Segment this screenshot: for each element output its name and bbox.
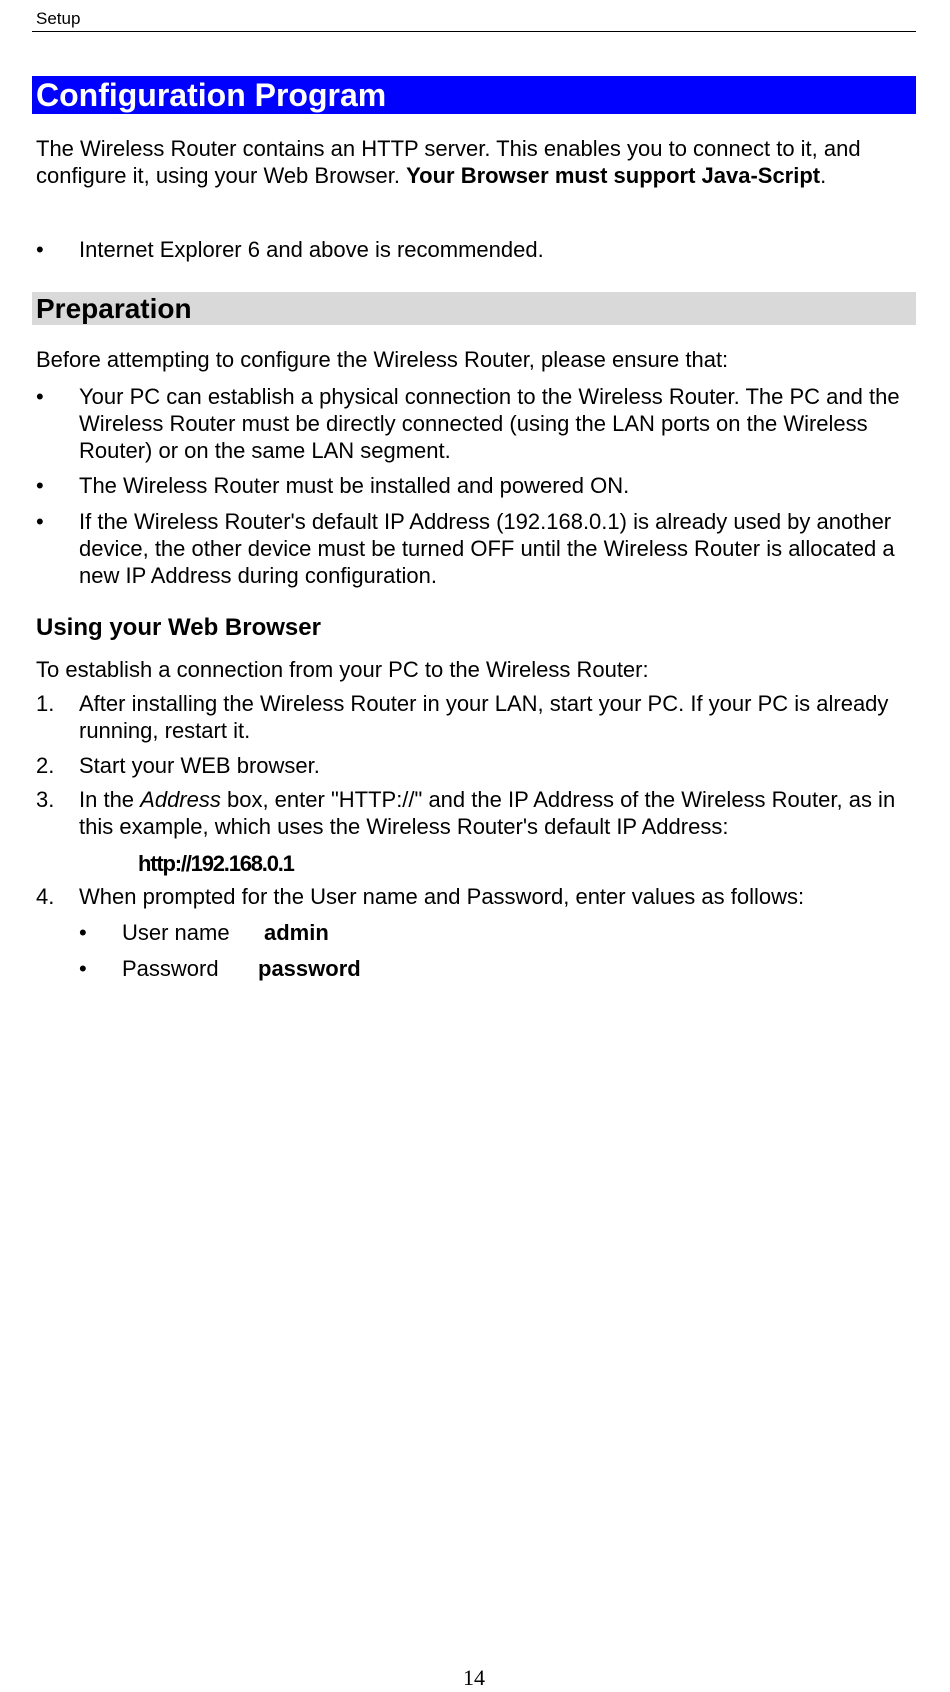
step-number: 1. (36, 691, 55, 716)
preparation-bullet-text: If the Wireless Router's default IP Address (192.168.0.1) is already used by another device, the other device must be turned OFF until the Wireless Router is allocated a new IP Address during configuration. (79, 509, 895, 588)
intro-paragraph (36, 135, 912, 189)
step-text: Start your WEB browser. (79, 753, 320, 778)
bullet-marker: • (79, 920, 87, 945)
bullet-marker: • (36, 384, 44, 409)
step-3-text-before: In the (79, 787, 141, 812)
intro-bullet-text: Internet Explorer 6 and above is recommended. (79, 237, 544, 262)
step-text (79, 786, 912, 840)
web-browser-heading: Using your Web Browser (36, 614, 321, 641)
credential-label: User name (122, 920, 230, 945)
manual-page (32, 0, 916, 1692)
preparation-bullet-2 (36, 472, 912, 499)
preparation-bullet-text: The Wireless Router must be installed and powered ON. (79, 473, 630, 498)
step-3 (36, 786, 912, 840)
step-4 (36, 883, 912, 910)
bullet-marker: • (79, 956, 87, 981)
header-rule (32, 31, 916, 32)
preparation-bullet-text: Your PC can establish a physical connection to the Wireless Router. The PC and the Wireless Router must be directly connected (using the LAN ports on the Wireless Router) or on the same LAN segment. (79, 384, 900, 463)
preparation-bullet-3 (36, 508, 912, 589)
preparation-heading: Preparation (32, 292, 916, 325)
preparation-lead: Before attempting to configure the Wireless Router, please ensure that: (36, 347, 729, 372)
web-browser-lead: To establish a connection from your PC to the Wireless Router: (36, 657, 649, 682)
credential-label: Password (122, 956, 219, 981)
intro-text-2: . (820, 163, 827, 188)
intro-bold-text: Your Browser must support Java-Script (406, 163, 821, 188)
intro-bullet-item (36, 236, 912, 263)
section-title: Configuration Program (32, 76, 916, 114)
intro-text-1: The Wireless Router contains an HTTP server. This enables you to connect to it, and configure it, using your Web Browser. (36, 136, 861, 188)
preparation-bullet-1 (36, 383, 912, 464)
bullet-marker: • (36, 473, 44, 498)
step-text: After installing the Wireless Router in your LAN, start your PC. If your PC is already running, restart it. (79, 691, 889, 743)
step-3-text-after: box, enter "HTTP://" and the IP Address of the Wireless Router, as in this example, which uses the Wireless Router's default IP Address: (79, 787, 896, 839)
credential-value: password (258, 956, 361, 981)
example-url: http://192.168.0.1 (138, 851, 294, 876)
credential-value: admin (264, 920, 329, 945)
page-number: 14 (463, 1665, 485, 1690)
step-2 (36, 752, 912, 779)
bullet-marker: • (36, 509, 44, 534)
step-text: When prompted for the User name and Password, enter values as follows: (79, 884, 805, 909)
step-number: 3. (36, 787, 55, 812)
address-box-term: Address (140, 787, 221, 812)
step-number: 4. (36, 884, 55, 909)
step-1 (36, 690, 912, 744)
bullet-marker: • (36, 237, 44, 262)
running-header: Setup (36, 9, 81, 28)
step-number: 2. (36, 753, 55, 778)
